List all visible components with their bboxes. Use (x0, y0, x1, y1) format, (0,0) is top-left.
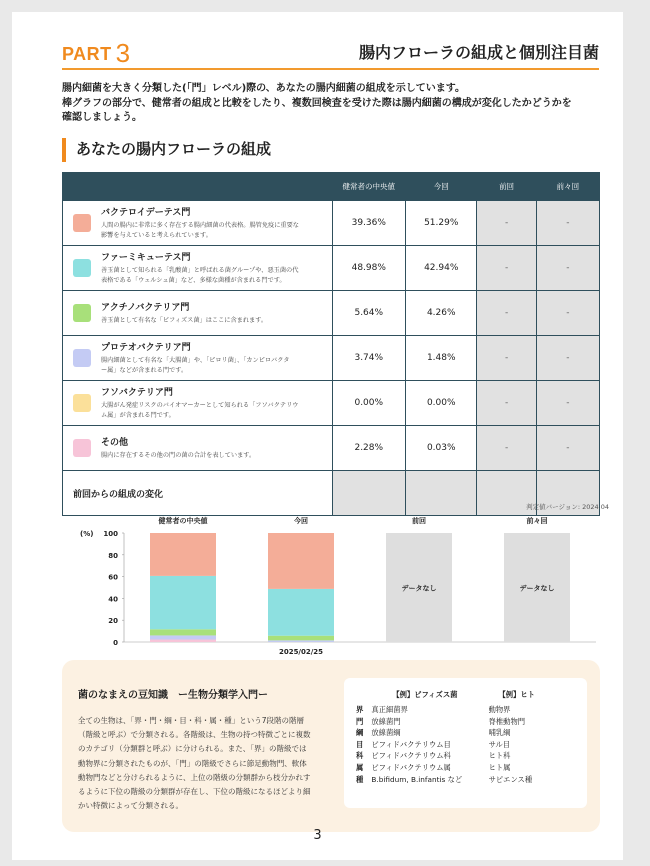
bar-segment (268, 640, 334, 642)
no-data-label: データなし (519, 584, 555, 593)
table-row (63, 336, 600, 381)
human-rank: 脊椎動物門 (488, 716, 526, 726)
taxonomy-row (356, 727, 575, 739)
change-label: 前回からの組成の変化 (63, 471, 333, 516)
phylum-name: プロテオバクテリア門 (101, 343, 191, 353)
human-rank: 動物界 (488, 705, 511, 714)
human-rank: ヒト科 (488, 751, 511, 761)
prev-value: - (477, 426, 536, 471)
y-tick-label: 100 (103, 530, 118, 538)
prev-value: - (477, 381, 536, 426)
prev-value: - (477, 246, 536, 291)
bar-segment (268, 533, 334, 589)
prev-value: - (477, 291, 536, 336)
bifido-rank: 放線菌門 (371, 716, 401, 726)
page-number: 3 (313, 828, 322, 843)
legend-swatch (73, 259, 91, 277)
bar-segment (150, 629, 216, 635)
rank-label: 目 (356, 739, 364, 749)
phylum-desc: 善玉菌として知られる「乳酸菌」と呼ばれる菌グループや、悪玉菌の代 表格である「ウェルシュ菌」など、多様な菌種が含まれる門です。 (101, 267, 299, 284)
taxonomy-row (356, 774, 575, 786)
current-value: 51.29% (406, 201, 477, 246)
rank-label: 科 (356, 751, 364, 761)
bar-segment (268, 636, 334, 641)
legend-swatch (73, 304, 91, 322)
median-value: 3.74% (332, 336, 406, 381)
taxonomy-row (356, 704, 575, 716)
phylum-desc: 善玉菌として有名な「ビフィズス菌」はここに含まれます。 (101, 317, 268, 324)
bar-segment (150, 635, 216, 639)
bifido-rank: ビフィドバクテリウム属 (371, 762, 451, 772)
prev2-value: - (536, 426, 599, 471)
composition-chart (62, 512, 602, 662)
rank-label: 綱 (356, 728, 364, 738)
rank-label: 門 (356, 716, 364, 726)
phylum-name: アクチノバクテリア門 (101, 303, 190, 313)
prev-value: - (477, 201, 536, 246)
legend-swatch (73, 394, 91, 412)
prev2-value: - (536, 381, 599, 426)
rank-label: 種 (356, 774, 364, 784)
y-tick-label: 80 (108, 551, 118, 560)
y-tick-label: 0 (113, 639, 118, 647)
current-value: 0.03% (406, 426, 477, 471)
y-tick-label: 40 (108, 595, 118, 604)
median-value: 2.28% (332, 426, 406, 471)
col-median: 健常者の中央値 (332, 173, 406, 201)
taxonomy-header: 【例】ビフィズス菌 【例】ヒト (392, 690, 535, 699)
part-label: PART 3 (62, 38, 131, 68)
version-label: 判定値バージョン: 2024.04 (526, 503, 609, 511)
page-title: 腸内フローラの組成と個別注目菌 (358, 43, 599, 62)
current-value: 1.48% (406, 336, 477, 381)
taxonomy-row (356, 762, 575, 774)
bar-segment (268, 589, 334, 636)
legend-swatch (73, 214, 91, 232)
col-prev2: 前々回 (536, 173, 599, 201)
bar-segment (150, 640, 216, 642)
bifido-rank: 真正細菌界 (371, 705, 408, 714)
taxonomy-table (344, 678, 587, 808)
table-row (63, 426, 600, 471)
legend-swatch (73, 349, 91, 367)
col-prev: 前回 (477, 173, 536, 201)
chart-svg (62, 512, 602, 662)
table-header-row (63, 173, 600, 201)
bifido-rank: 放線菌綱 (371, 728, 401, 738)
human-rank: サル目 (488, 739, 511, 749)
date-label: 2025/02/25 (278, 648, 324, 656)
section-title: あなたの腸内フローラの組成 (62, 138, 271, 162)
phylum-name: バクテロイデーテス門 (101, 208, 191, 218)
rank-label: 界 (356, 705, 364, 714)
trivia-box (62, 660, 600, 832)
y-tick-label: 60 (108, 573, 118, 582)
category-label: 健常者の中央値 (158, 517, 208, 525)
human-rank: サピエンス種 (488, 774, 533, 784)
prev2-value: - (536, 246, 599, 291)
composition-table (62, 172, 600, 516)
median-value: 5.64% (332, 291, 406, 336)
no-data-label: データなし (401, 584, 437, 593)
bifido-rank: ビフィドバクテリウム科 (371, 751, 451, 761)
bar-segment (150, 576, 216, 629)
change-row (63, 471, 600, 516)
phylum-name: フソバクテリア門 (101, 388, 173, 398)
intro-text: 腸内細菌を大きく分類した(「門」レベル)際の、あなたの腸内細菌の組成を示しています。 棒グラフの部分で、健常者の組成と比較をしたり、複数回検査を受けた際は腸内細菌の構成が変化したかどうかを 確認しましょう。 (62, 83, 572, 123)
category-label: 前々回 (526, 517, 548, 525)
part-number: 3 (115, 38, 131, 68)
table-row (63, 381, 600, 426)
table-row (63, 291, 600, 336)
human-rank: 哺乳綱 (488, 728, 511, 738)
prev2-value: - (536, 336, 599, 381)
report-page (12, 12, 623, 860)
current-value: 42.94% (406, 246, 477, 291)
prev2-value: - (536, 291, 599, 336)
taxonomy-row (356, 739, 575, 751)
median-value: 48.98% (332, 246, 406, 291)
median-value: 39.36% (332, 201, 406, 246)
current-value: 0.00% (406, 381, 477, 426)
bar-segment (150, 533, 216, 576)
rank-label: 属 (356, 762, 364, 772)
phylum-desc: 腸内に存在するその他の門の菌の合計を表しています。 (101, 452, 256, 459)
phylum-name: その他 (101, 438, 129, 448)
category-label: 今回 (294, 517, 308, 525)
bifido-rank: B.bifidum, B.infantis など (371, 774, 463, 784)
trivia-title: 菌のなまえの豆知識 ー生物分類学入門ー (78, 690, 268, 701)
bifido-rank: ビフィドバクテリウム目 (371, 739, 451, 749)
table-row (63, 201, 600, 246)
prev2-value: - (536, 201, 599, 246)
phylum-name: ファーミキューテス門 (101, 253, 191, 263)
trivia-body: 全ての生物は、「界・門・綱・目・科・属・種」という7段階の階層 （階級と呼ぶ）で分類される。各階級は、生物の持つ特徴ごとに複数 のカテゴリ（分類群と呼ぶ）に分けられる。また、「界」の階級では 動物界に分類されたものが、「門」の階級でさらに節足動物門、軟体 動物門などと分けられるように、上位の階級の分類群から枝分かれす るように下位の階級の分類群が存在し、下位の階級になるほどより細 かい特徴によって分類される。 (78, 716, 311, 811)
median-value: 0.00% (332, 381, 406, 426)
current-value: 4.26% (406, 291, 477, 336)
category-label: 前回 (412, 517, 426, 525)
phylum-desc: 人間の腸内に非常に多く存在する腸内細菌の代表格。腸管免疫に重要な 影響を与えていると考えられています。 (101, 222, 299, 239)
page-header (62, 34, 599, 70)
y-tick-label: 20 (108, 617, 118, 626)
taxonomy-row (356, 716, 575, 728)
y-axis-label: (%) (80, 530, 94, 538)
phylum-desc: 大腸がん発症リスクのバイオマーカーとして知られる「フソバクテリウ ム属」が含まれる門です。 (101, 402, 299, 419)
taxonomy-row (356, 750, 575, 762)
phylum-desc: 腸内細菌として有名な「大腸菌」や、「ピロリ菌」、「カンピロバクタ ー属」などが含まれる門です。 (101, 357, 290, 374)
col-current: 今回 (406, 173, 477, 201)
legend-swatch (73, 439, 91, 457)
table-row (63, 246, 600, 291)
human-rank: ヒト属 (488, 762, 511, 772)
prev-value: - (477, 336, 536, 381)
